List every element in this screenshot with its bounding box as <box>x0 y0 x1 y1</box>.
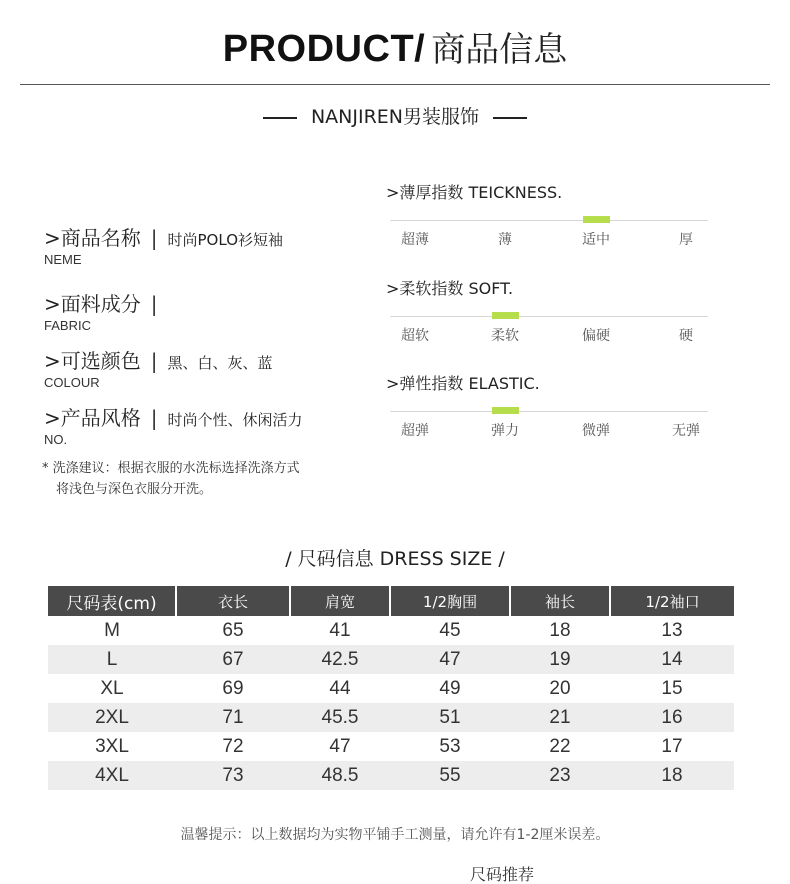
table-cell: 45 <box>439 619 461 641</box>
table-cell: 47 <box>390 645 510 674</box>
index-title: >弹性指数 ELASTIC. <box>386 374 540 393</box>
index-level-label: 无弹 <box>672 423 700 439</box>
property-fabric <box>44 288 168 333</box>
table-cell: 47 <box>329 735 351 757</box>
table-row <box>48 674 734 703</box>
index-scale-line <box>390 411 708 412</box>
care-note <box>42 458 300 500</box>
table-cell: 16 <box>610 703 734 732</box>
table-cell: 18 <box>610 761 734 790</box>
table-cell: 55 <box>390 761 510 790</box>
index-selected-marker <box>583 216 610 223</box>
table-cell: 69 <box>222 677 244 699</box>
table-cell: 45.5 <box>290 703 390 732</box>
table-cell: 4XL <box>48 761 176 790</box>
property-colour <box>44 345 273 390</box>
title-divider <box>20 84 770 85</box>
size-table-title: / 尺码信息 DRESS SIZE / <box>285 548 505 570</box>
table-row <box>48 645 734 674</box>
table-cell: 44 <box>329 677 351 699</box>
table-cell: 18 <box>549 619 571 641</box>
table-cell: XL <box>100 677 124 699</box>
property-separator: | <box>150 406 158 430</box>
size-table-header: 袖长 <box>510 586 610 616</box>
table-row <box>48 732 734 761</box>
index-level-label: 薄 <box>498 232 512 248</box>
property-style <box>44 402 303 447</box>
property-en-label: COLOUR <box>44 375 100 390</box>
size-recommendation-heading: 尺码推荐 <box>470 865 535 884</box>
table-cell: 72 <box>222 735 244 757</box>
index-selected-marker <box>492 312 519 319</box>
property-en-label: FABRIC <box>44 318 91 333</box>
table-cell: 65 <box>222 619 244 641</box>
index-level-label: 硬 <box>679 328 693 344</box>
table-row <box>48 761 734 790</box>
table-cell: 73 <box>176 761 290 790</box>
property-value: 时尚POLO衫短袖 <box>167 231 283 249</box>
property-label: >商品名称 <box>44 226 141 250</box>
size-table-header: 尺码表(cm) <box>48 586 176 616</box>
index-level-label: 柔软 <box>491 328 519 344</box>
index-title: >薄厚指数 TEICKNESS. <box>386 183 563 202</box>
table-cell: M <box>104 619 120 641</box>
table-cell: 22 <box>549 735 571 757</box>
property-label: >面料成分 <box>44 292 141 316</box>
table-cell: 48.5 <box>290 761 390 790</box>
property-en-label: NO. <box>44 432 68 447</box>
size-table-header-row <box>48 586 734 616</box>
property-en-label: NEME <box>44 252 82 267</box>
index-level-label: 超薄 <box>401 232 429 248</box>
care-note-line2: 将浅色与深色衣服分开洗。 <box>56 482 213 497</box>
property-label: >产品风格 <box>44 406 141 430</box>
table-cell: 23 <box>510 761 610 790</box>
table-cell: 41 <box>329 619 351 641</box>
index-level-label: 偏硬 <box>582 328 610 344</box>
table-cell: 20 <box>549 677 571 699</box>
index-level-label: 超弹 <box>401 423 429 439</box>
index-level-label: 适中 <box>582 232 610 248</box>
size-table-header: 衣长 <box>176 586 290 616</box>
size-table-header: 肩宽 <box>290 586 390 616</box>
table-row <box>48 703 734 732</box>
property-label: >可选颜色 <box>44 349 141 373</box>
index-level-label: 微弹 <box>582 423 610 439</box>
table-cell: 17 <box>661 735 683 757</box>
index-level-label: 弹力 <box>491 423 519 439</box>
table-cell: 13 <box>661 619 683 641</box>
table-row <box>48 616 734 645</box>
table-cell: 2XL <box>48 703 176 732</box>
index-scale-line <box>390 316 708 317</box>
table-cell: 14 <box>610 645 734 674</box>
size-table <box>48 586 734 790</box>
table-cell: L <box>48 645 176 674</box>
measurement-footnote: 温馨提示：以上数据均为实物平铺手工测量，请允许有1-2厘米误差。 <box>180 827 610 843</box>
table-cell: 71 <box>176 703 290 732</box>
table-cell: 67 <box>176 645 290 674</box>
brand-line <box>0 102 790 129</box>
care-note-line1: * 洗涤建议：根据衣服的水洗标选择洗涤方式 <box>42 461 300 476</box>
table-cell: 19 <box>510 645 610 674</box>
index-selected-marker <box>492 407 519 414</box>
property-name <box>44 222 283 267</box>
brand-dash-left <box>263 117 297 119</box>
table-cell: 42.5 <box>290 645 390 674</box>
table-cell: 21 <box>510 703 610 732</box>
brand-dash-right <box>493 117 527 119</box>
index-scale-line <box>390 220 708 221</box>
index-level-label: 超软 <box>401 328 429 344</box>
index-level-label: 厚 <box>679 232 693 248</box>
table-cell: 49 <box>439 677 461 699</box>
table-cell: 3XL <box>95 735 129 757</box>
index-title: >柔软指数 SOFT. <box>386 279 514 298</box>
page-title-cn: 商品信息 <box>431 30 568 70</box>
property-separator: | <box>150 349 158 373</box>
table-cell: 53 <box>439 735 461 757</box>
property-value: 黑、白、灰、蓝 <box>167 354 273 372</box>
table-cell: 51 <box>390 703 510 732</box>
size-table-header: 1/2袖口 <box>610 586 734 616</box>
brand-name: NANJIREN男装服饰 <box>310 106 480 128</box>
table-cell: 15 <box>661 677 683 699</box>
page-title-en: PRODUCT/ <box>222 28 426 70</box>
property-separator: | <box>150 292 158 316</box>
page-title <box>0 22 790 71</box>
property-value: 时尚个性、休闲活力 <box>167 411 303 429</box>
size-table-header: 1/2胸围 <box>390 586 510 616</box>
property-separator: | <box>150 226 158 250</box>
